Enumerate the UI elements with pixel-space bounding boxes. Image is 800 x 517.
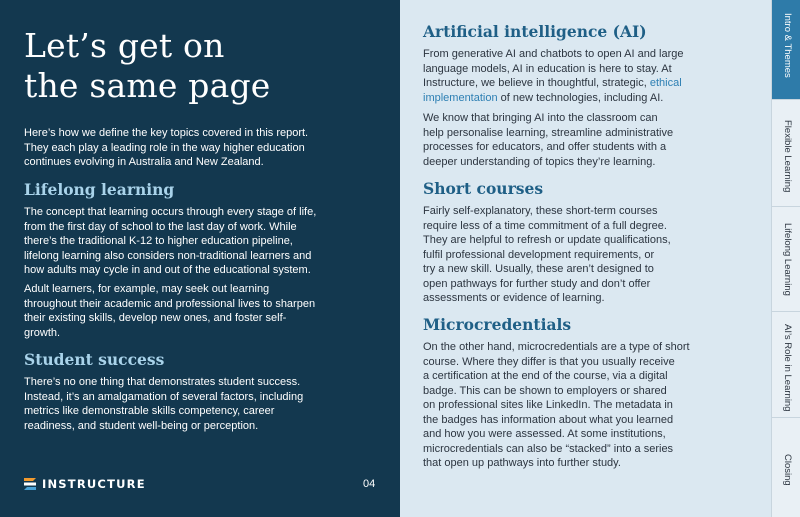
text-line: how adults may cycle in and out of the educational system. [24,264,311,276]
text-line: growth. [24,326,61,339]
text-line: They are helpful to refresh or update qualifications, [423,234,671,246]
text-line: fulfil professional development requirements, or [423,248,655,261]
text-line: open pathways for further study and don’t offer [423,277,651,290]
microcredentials-heading: Microcredentials [423,315,572,334]
microcredentials-paragraph [423,340,690,471]
text-line: their existing skills, develop new ones, and foster self- [24,312,287,324]
ai-paragraph-1 [423,47,684,105]
text-line: Adult learners, for example, may seek out learning [24,283,270,295]
text-line: lifelong learning also considers non-traditional learners and [24,249,312,262]
intro-line: Here’s how we define the key topics covered in this report. [24,127,309,139]
text-line: Fairly self-explanatory, these short-term courses [423,205,658,217]
logo-text: INSTRUCTURE [42,477,146,491]
tab-closing[interactable] [772,418,800,517]
text-line: There’s no one thing that demonstrates student success. [24,376,301,388]
instructure-logo-icon [24,478,36,490]
instructure-logo [24,477,146,491]
short-courses-paragraph [423,204,671,306]
tab-label: AI’s Role in Learning [781,324,793,412]
right-panel [400,0,771,517]
lifelong-learning-paragraph-2 [24,282,315,340]
lifelong-learning-heading: Lifelong learning [24,180,175,199]
text-line: microcredentials can also be “stacked” into a series [423,442,674,455]
text-line: course. Where they differ is that you usually receive [423,355,675,368]
text-fragment: Instructure, we believe in thoughtful, strategic, [423,77,650,89]
ethical-implementation-link-continued[interactable]: implementation [423,91,498,104]
ai-paragraph-2 [423,111,673,169]
tab-intro-themes[interactable] [772,0,800,100]
text-line: language models, AI in education is here to stay. At [423,62,672,75]
text-line: From generative AI and chatbots to open AI and large [423,48,684,60]
page-title [24,26,271,106]
text-line [423,91,684,106]
intro-line: They each play a leading role in the way higher education [24,141,305,154]
text-line: try a new skill. Usually, these aren’t designed to [423,263,654,275]
text-line: processes for educators, and offer students with a [423,141,667,153]
text-line: from the first day of school to the last day of work. While [24,220,297,233]
text-line: readiness, and student well-being or perception. [24,419,259,432]
text-line: there’s the traditional K-12 to higher education pipeline, [24,235,293,247]
intro-paragraph [24,126,308,170]
text-line: deeper understanding of topics they’re learning. [423,155,656,168]
text-line: On the other hand, microcredentials are a type of short [423,341,690,353]
text-line: the badges has information about what you learned [423,413,674,426]
page-number: 04 [363,478,376,490]
tab-lifelong-learning[interactable] [772,207,800,312]
tab-flexible-learning[interactable] [772,100,800,207]
student-success-paragraph [24,375,303,433]
intro-line: continues evolving in Australia and New Zealand. [24,156,264,168]
tab-label: Lifelong Learning [781,223,793,296]
text-line: assessments or evidence of learning. [423,292,605,304]
text-line: on professional sites like LinkedIn. The metadata in [423,399,673,411]
text-line: badge. This can be shown to employers or shared [423,384,667,397]
ai-heading: Artificial intelligence (AI) [423,22,647,41]
text-line: We know that bringing AI into the classroom can [423,112,658,124]
text-line: a certification at the end of the course, via a digital [423,370,668,382]
lifelong-learning-paragraph-1 [24,205,316,278]
text-line [423,76,684,91]
tab-label: Intro & Themes [781,13,793,78]
text-line: help personalise learning, streamline administrative [423,126,674,139]
text-line: and how you were assessed. At some institutions, [423,428,666,440]
student-success-heading: Student success [24,350,165,369]
text-line: Instead, it’s an amalgamation of several factors, including [24,390,304,403]
ethical-implementation-link[interactable]: ethical [649,77,682,89]
page-title-line-2: the same page [24,66,271,105]
text-line: metrics like demonstrable skills competency, career [24,405,275,417]
tab-ais-role-in-learning[interactable] [772,312,800,418]
tab-label: Flexible Learning [781,120,793,193]
tab-label: Closing [781,454,793,486]
text-line: require less of a time commitment of a full degree. [423,219,667,232]
section-tabs [771,0,800,517]
text-line: The concept that learning occurs through every stage of life, [24,206,317,218]
short-courses-heading: Short courses [423,179,544,198]
page-title-line-1: Let’s get on [24,26,225,65]
text-line: that open up pathways into further study. [423,457,621,469]
text-line: throughout their academic and professional lives to sharpen [24,297,316,310]
text-fragment: of new technologies, including AI. [497,91,664,104]
